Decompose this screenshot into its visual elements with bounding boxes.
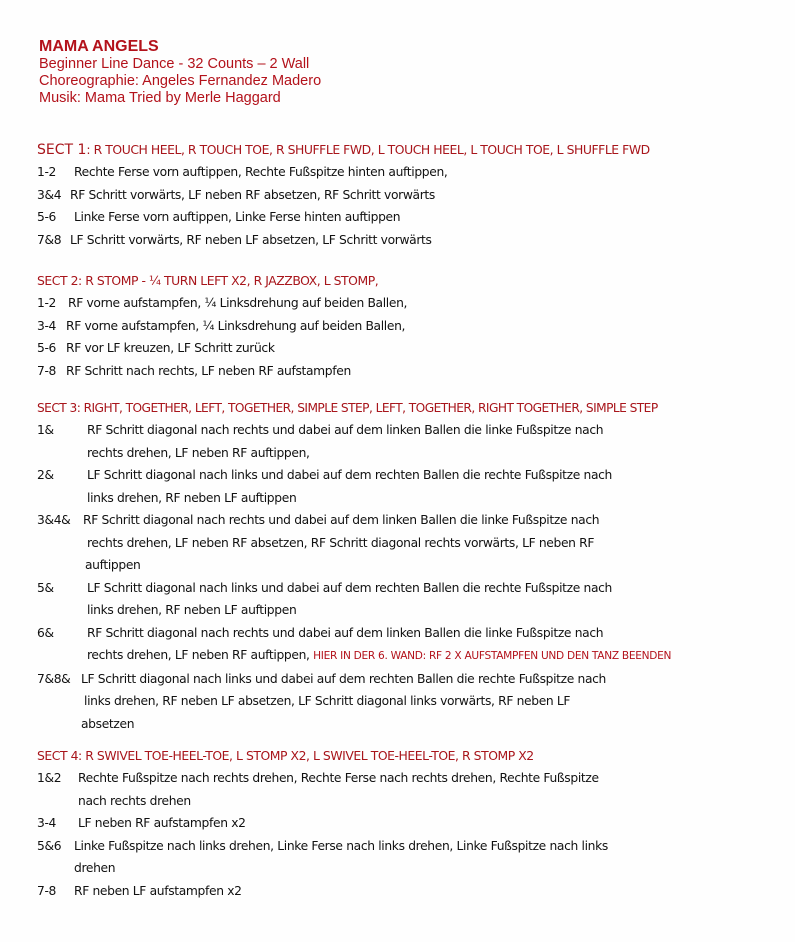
step-row <box>37 206 650 229</box>
step-row <box>37 360 407 383</box>
choreographer: Choreographie: Angeles Fernandez Madero <box>39 73 322 89</box>
step-text: LF Schritt diagonal nach links und dabei auf dem rechten Ballen die rechte Fußspitze nach <box>81 671 606 686</box>
step-text: RF Schritt vorwärts, LF neben RF absetzen, RF Schritt vorwärts <box>70 187 435 202</box>
step-count: 7&8 <box>37 232 62 247</box>
step-continuation: rechts drehen, LF neben RF auftippen, <box>87 445 310 460</box>
step-text: Rechte Ferse vorn auftippen, Rechte Fußspitze hinten auftippen, <box>74 165 448 179</box>
step-row <box>37 509 671 532</box>
step-text: LF Schritt diagonal nach links und dabei auf dem rechten Ballen die rechte Fußspitze nach <box>87 580 612 595</box>
step-text: RF vor LF kreuzen, LF Schritt zurück <box>66 341 275 355</box>
step-row <box>37 835 608 858</box>
step-count: 5&6 <box>37 838 62 853</box>
step-count: 5& <box>37 580 54 595</box>
step-row <box>37 577 671 600</box>
step-count: 2& <box>37 468 54 482</box>
step-row <box>37 880 608 903</box>
step-row <box>37 184 650 207</box>
step-count: 3-4 <box>37 816 57 830</box>
step-row <box>37 161 650 184</box>
step-count: 1-2 <box>37 165 57 179</box>
step-row <box>37 229 650 252</box>
step-row <box>37 464 671 487</box>
dance-subtitle: Beginner Line Dance - 32 Counts – 2 Wall <box>39 56 310 72</box>
step-continuation: absetzen <box>81 716 135 731</box>
step-count: 1-2 <box>37 296 57 310</box>
step-count: 5-6 <box>37 210 57 224</box>
dance-header <box>39 38 321 107</box>
dance-title: MAMA ANGELS <box>39 38 159 55</box>
step-text: Linke Ferse vorn auftippen, Linke Ferse hinten auftippen <box>74 210 401 224</box>
step-row <box>37 315 407 338</box>
step-text: RF vorne aufstampfen, ¼ Linksdrehung auf beiden Ballen, <box>68 296 408 310</box>
step-text: RF Schritt diagonal nach rechts und dabei auf dem linken Ballen die linke Fußspitze nach <box>83 513 600 527</box>
section-2 <box>37 273 407 382</box>
step-count: 7&8& <box>37 671 71 686</box>
section-4 <box>37 748 608 902</box>
step-count: 3&4& <box>37 513 71 527</box>
step-row <box>37 812 608 835</box>
step-text: LF Schritt diagonal nach links und dabei auf dem rechten Ballen die rechte Fußspitze nach <box>87 468 612 482</box>
step-text: Rechte Fußspitze nach rechts drehen, Rechte Ferse nach rechts drehen, Rechte Fußspitze <box>78 771 599 785</box>
step-continuation: links drehen, RF neben LF auftippen <box>87 490 297 505</box>
last-wall-note: HIER IN DER 6. WAND: RF 2 X AUFSTAMPFEN UND DEN TANZ BEENDEN <box>313 650 672 662</box>
step-text: RF Schritt nach rechts, LF neben RF aufstampfen <box>66 363 351 378</box>
step-row <box>37 337 407 360</box>
section-1 <box>37 142 650 251</box>
section-title: SECT 1: R TOUCH HEEL, R TOUCH TOE, R SHUFFLE FWD, L TOUCH HEEL, L TOUCH TOE, L SHUFFLE FWD <box>37 142 650 158</box>
step-text: RF Schritt diagonal nach rechts und dabei auf dem linken Ballen die linke Fußspitze nach <box>87 625 604 640</box>
step-continuation: links drehen, RF neben LF absetzen, LF Schritt diagonal links vorwärts, RF neben LF <box>84 694 571 708</box>
step-count: 3-4 <box>37 318 57 333</box>
step-continuation: links drehen, RF neben LF auftippen <box>87 603 297 617</box>
section-title: SECT 2: R STOMP - ¼ TURN LEFT X2, R JAZZBOX, L STOMP, <box>37 273 379 288</box>
section-3 <box>37 400 671 735</box>
step-count: 6& <box>37 625 54 640</box>
step-continuation: nach rechts drehen <box>78 793 191 808</box>
step-row <box>37 622 671 645</box>
section-title: SECT 4: R SWIVEL TOE-HEEL-TOE, L STOMP X2, L SWIVEL TOE-HEEL-TOE, R STOMP X2 <box>37 748 534 763</box>
step-continuation: auftippen <box>85 558 141 572</box>
step-count: 7-8 <box>37 363 57 378</box>
step-row <box>37 668 671 691</box>
step-text: RF vorne aufstampfen, ¼ Linksdrehung auf beiden Ballen, <box>66 318 406 333</box>
step-text: RF Schritt diagonal nach rechts und dabei auf dem linken Ballen die linke Fußspitze nach <box>87 423 604 437</box>
step-count: 1&2 <box>37 771 62 785</box>
step-text: LF Schritt vorwärts, RF neben LF absetzen, LF Schritt vorwärts <box>70 232 432 247</box>
step-count: 5-6 <box>37 341 57 355</box>
step-text: Linke Fußspitze nach links drehen, Linke Ferse nach links drehen, Linke Fußspitze nach links <box>74 838 608 853</box>
step-continuation: rechts drehen, LF neben RF auftippen, HIER IN DER 6. WAND: RF 2 X AUFSTAMPFEN UND DEN TANZ BEENDEN <box>87 648 672 662</box>
step-continuation: drehen <box>74 861 116 875</box>
music: Musik: Mama Tried by Merle Haggard <box>39 90 281 106</box>
step-row <box>37 419 671 442</box>
step-continuation: rechts drehen, LF neben RF absetzen, RF Schritt diagonal rechts vorwärts, LF neben RF <box>87 535 595 550</box>
step-row <box>37 292 407 315</box>
step-count: 1& <box>37 423 54 437</box>
step-text: LF neben RF aufstampfen x2 <box>78 816 246 830</box>
step-count: 3&4 <box>37 187 62 202</box>
step-row <box>37 767 608 790</box>
step-text: RF neben LF aufstampfen x2 <box>74 883 242 898</box>
step-count: 7-8 <box>37 883 57 898</box>
section-title: SECT 3: RIGHT, TOGETHER, LEFT, TOGETHER, SIMPLE STEP, LEFT, TOGETHER, RIGHT TOGETHER, SIMPLE STEP <box>37 401 658 415</box>
